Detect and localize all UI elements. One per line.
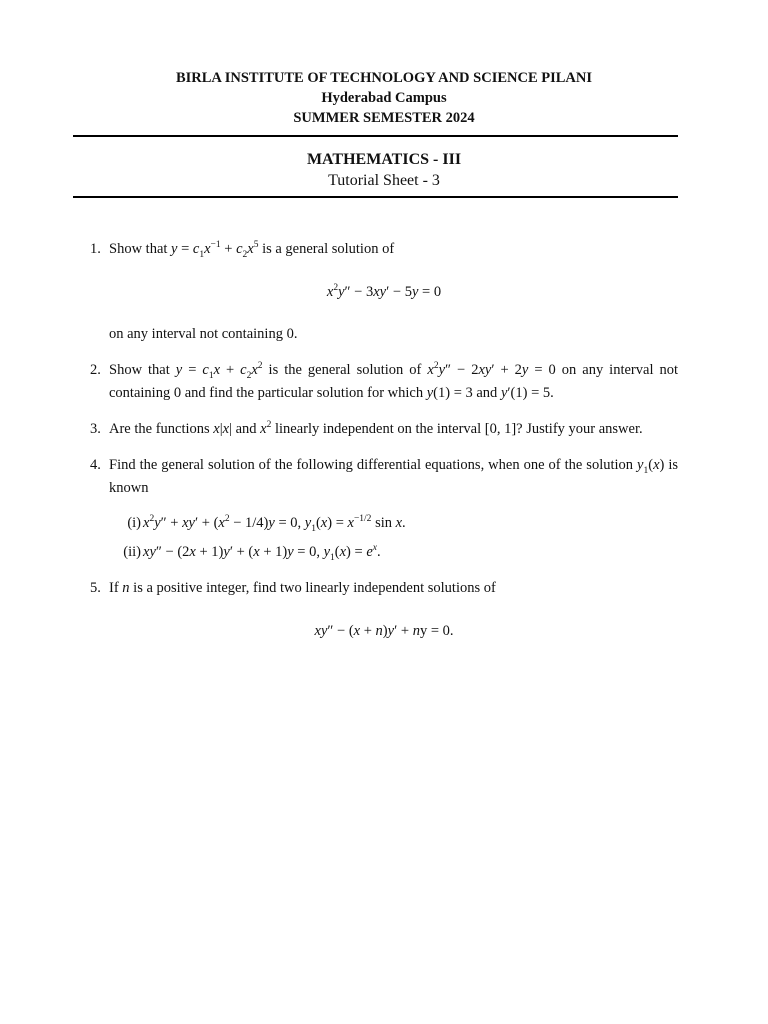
title-block [0,149,768,191]
sub-question-text: xy″ − (2x + 1)y′ + (x + 1)y = 0, $y_1(x) = e^x$. [143,543,381,563]
top-rule [73,135,678,137]
equation: xy″ − (x + n)y′ + ny = 0. [314,623,454,639]
question-3 [90,418,678,441]
institute-name: BIRLA INSTITUTE OF TECHNOLOGY AND SCIENCE PILANI [175,70,593,86]
question-number: 5. [90,580,101,596]
bottom-rule [73,196,678,198]
question-number: 1. [90,241,101,257]
sub-question-text: $x^2y'' + xy' + (x^2 - 1/4)y = 0$, $y_1(x) = x^{-1/2}$ sin x. [143,514,406,534]
question-text: Show that $y = c_1x^{-1} + c_2x^5$ is a general solution of [109,240,395,260]
campus-name: Hyderabad Campus [321,90,447,106]
sub-question-label: (ii) [123,544,141,560]
question-text-continued: on any interval not containing 0. [109,326,298,342]
question-number: 3. [90,421,101,437]
question-1 [90,238,678,346]
sheet-title: Tutorial Sheet - 3 [328,172,440,189]
equation: $x^2y'' - 3xy' - 5y = 0$ [326,283,442,300]
question-text: Are the functions x|x| and $x^2$ linearly independent on the interval [0, 1]? Justify your answer. [109,420,643,437]
question-number: 4. [90,457,101,473]
question-list [90,238,678,643]
question-text: Show that $y = c_1x + c_2x^2$ is the general solution of $x^2y'' - 2xy' + 2y = 0$ on any interval not containing 0 and find the particular solution for which y(1) = 3 and y′(1) = 5. [109,361,678,401]
question-number: 2. [90,362,101,378]
semester-name: SUMMER SEMESTER 2024 [293,110,475,126]
sub-question-i [109,512,678,535]
sub-question-label: (i) [127,515,141,531]
course-title: MATHEMATICS - III [306,151,462,168]
document-header [0,68,768,128]
question-4 [90,454,678,564]
question-text: If n is a positive integer, find two linearly independent solutions of [109,580,496,596]
sub-question-ii [109,541,678,564]
question-5 [90,577,678,643]
question-2 [90,359,678,405]
question-text: Find the general solution of the following differential equations, when one of the solution $y_1(x)$ is known [109,457,678,496]
